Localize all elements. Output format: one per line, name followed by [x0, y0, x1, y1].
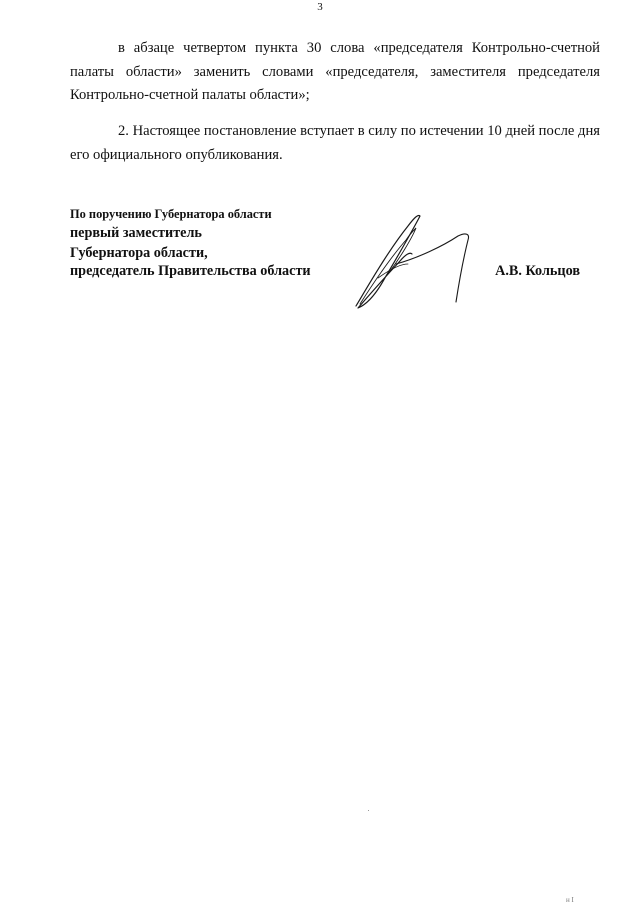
signature-position-line: Губернатора области, — [70, 245, 208, 261]
signature-position-line: первый заместитель — [70, 225, 202, 241]
footer-mark: н I — [566, 896, 574, 904]
signatory-name: А.В. Кольцов — [495, 263, 580, 279]
page-number: 3 — [317, 1, 323, 13]
paragraph-effective-date: 2. Настоящее постановление вступает в силу по истечении 10 дней после дня его официального опубликования. — [70, 123, 600, 163]
scan-dot — [368, 810, 369, 811]
signature-position-line: председатель Правительства области — [70, 263, 311, 279]
signature-authority-line: По поручению Губернатора области — [70, 207, 272, 221]
handwritten-signature — [348, 206, 478, 311]
signature-block — [70, 206, 600, 316]
paragraph-amendment: в абзаце четвертом пункта 30 слова «председателя Контрольно-счетной палаты области» заменить словами «председателя, заместителя председателя Контрольно-счетной палаты области»; — [70, 40, 600, 103]
